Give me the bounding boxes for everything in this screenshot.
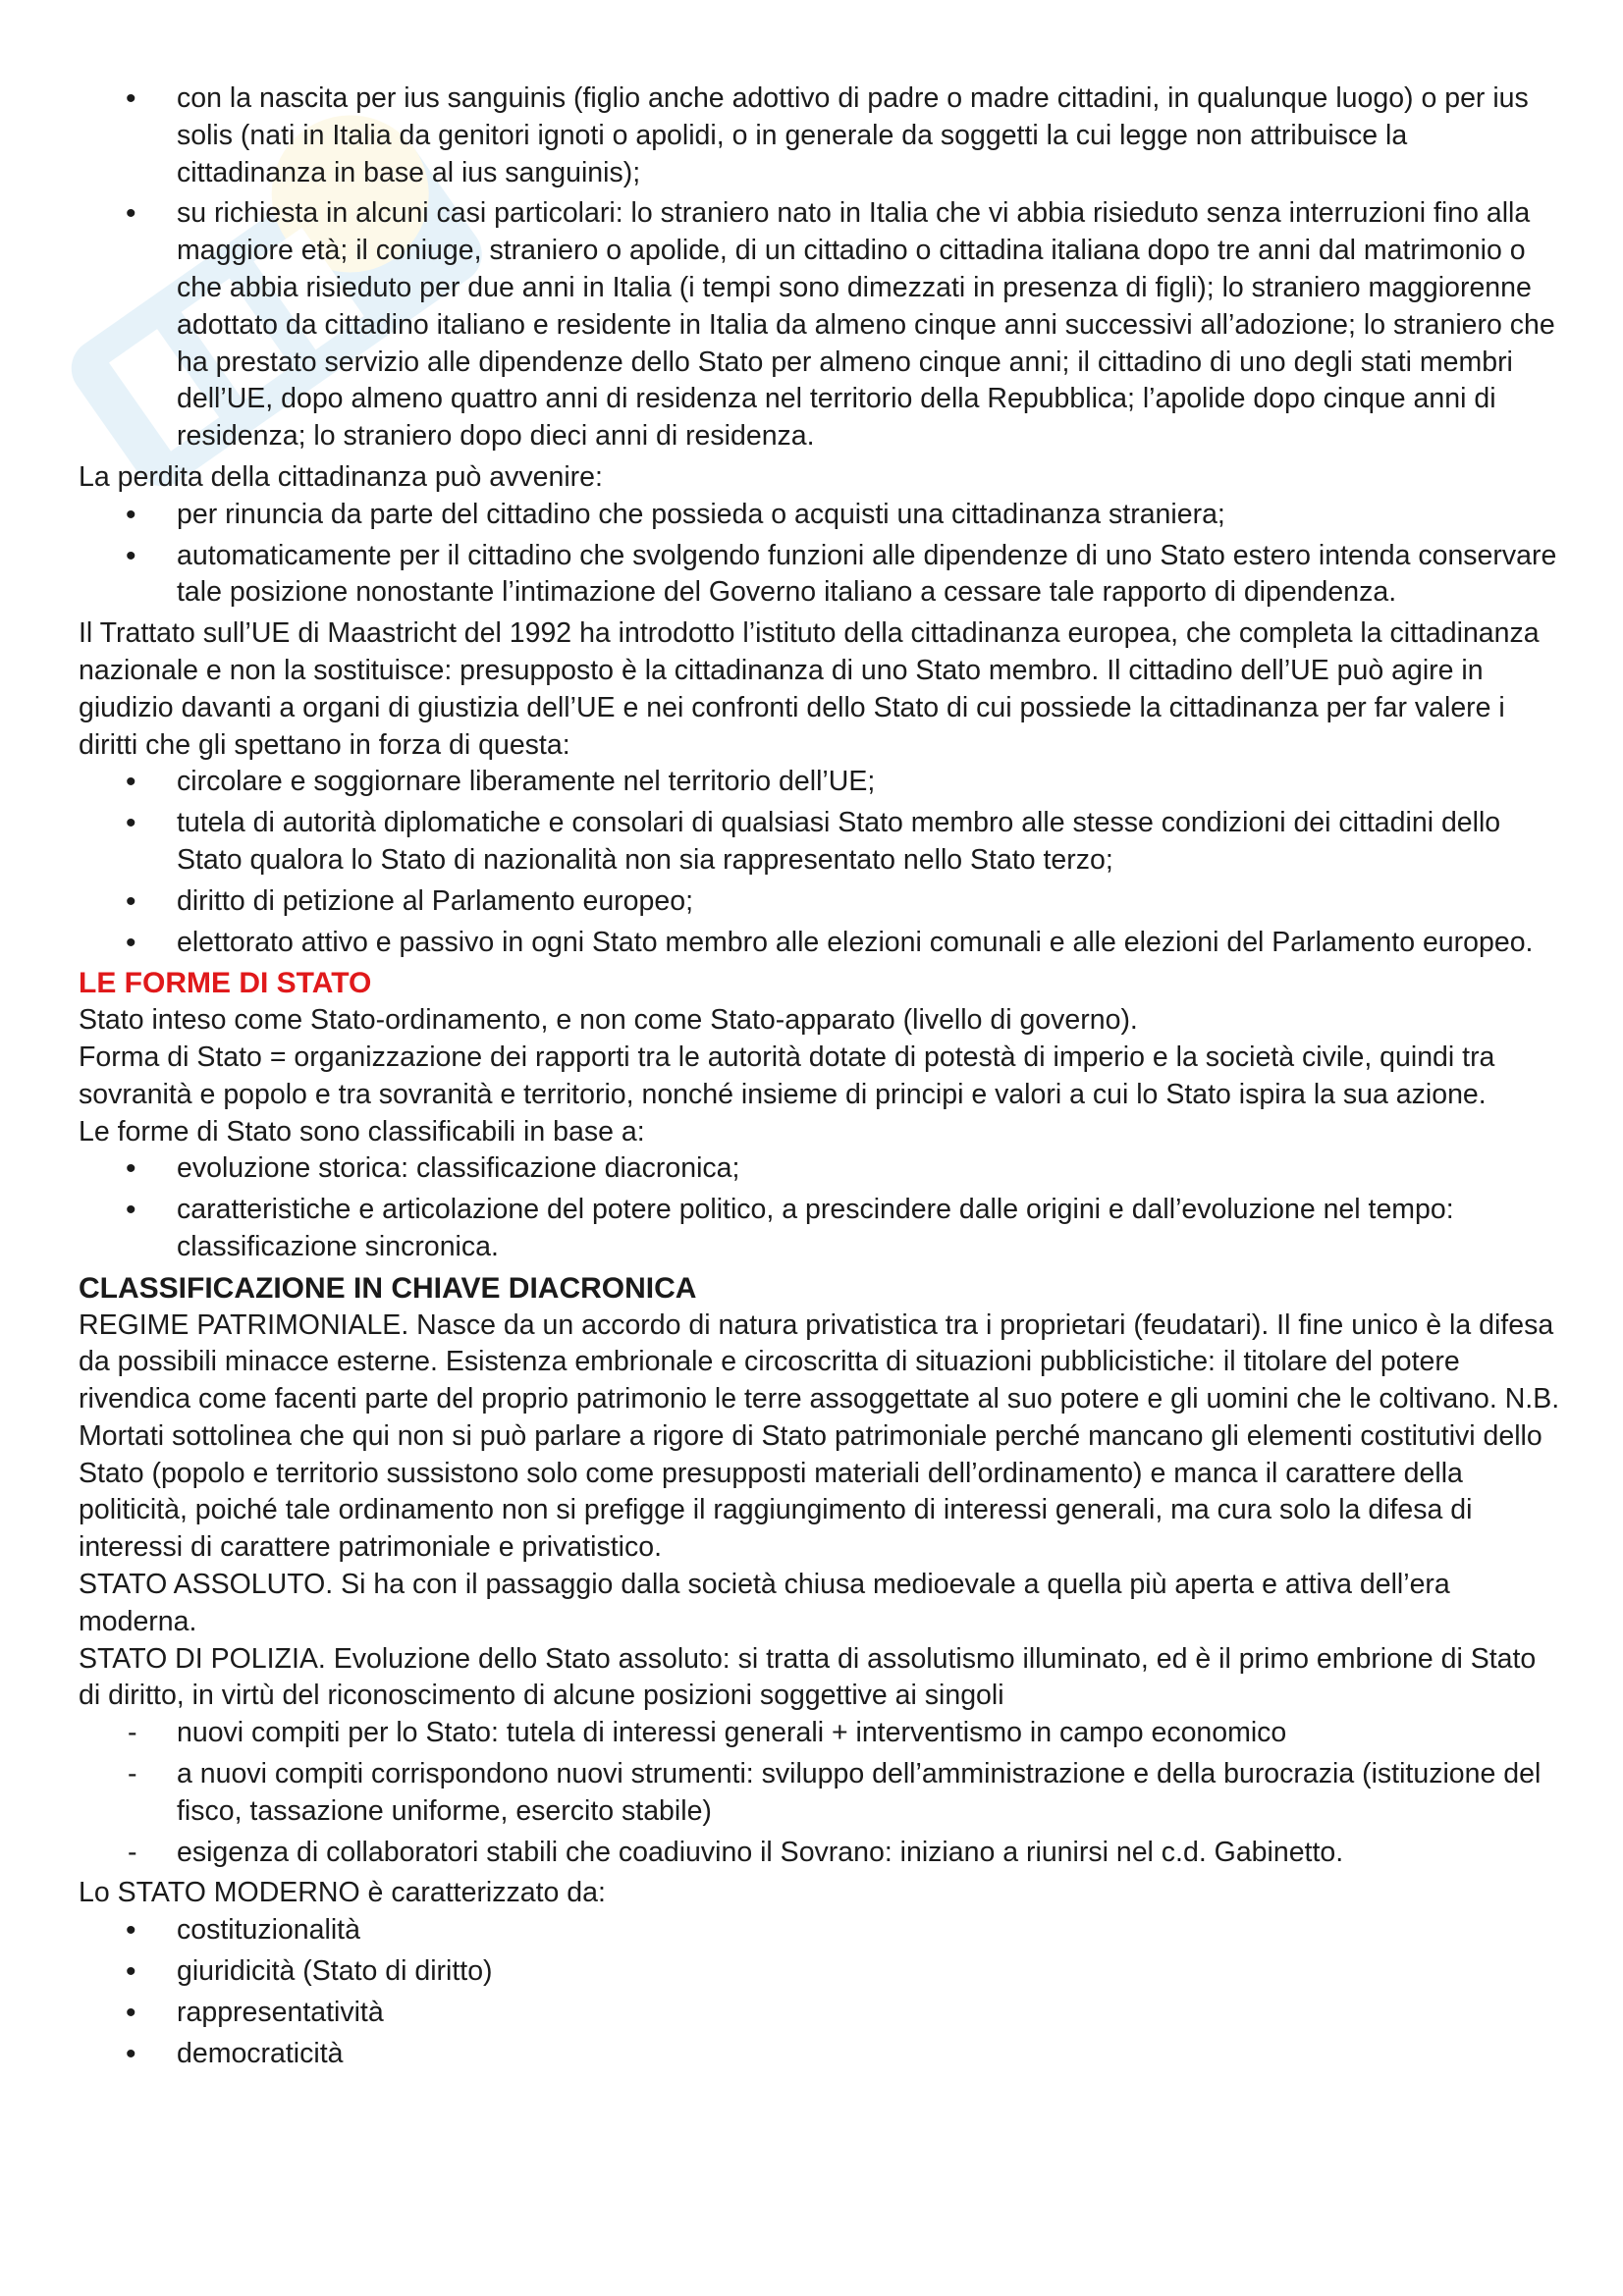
list-item: • caratteristiche e articolazione del potere politico, a prescindere dalle origini e dall’evoluzione nel tempo: classificazione sincronica. — [79, 1192, 1561, 1266]
list-item: • evoluzione storica: classificazione diacronica; — [79, 1150, 1561, 1188]
paragraph: La perdita della cittadinanza può avvenire: — [79, 460, 603, 493]
paragraph: Il Trattato sull’UE di Maastricht del 1992 ha introdotto l’istituto della cittadinanza europea, che completa la cittadinanza nazionale e non la sostituisce: presupposto è la cittadinanza di uno Stato membro. Il cittadino dell’UE può agire in giudizio davanti a organi di giustizia dell’UE e nei confronti dello Stato di cui possiede la cittadinanza per far valere i diritti che gli spettano in forza di questa: — [79, 617, 1540, 761]
paragraph: STATO ASSOLUTO. Si ha con il passaggio dalla società chiusa medioevale a quella più aperta e attiva dell’era moderna. — [79, 1569, 1450, 1637]
section-title: LE FORME DI STATO — [79, 967, 372, 1000]
list-item: - esigenza di collaboratori stabili che coadiuvino il Sovrano: iniziano a riunirsi nel c.d. Gabinetto. — [79, 1835, 1561, 1872]
paragraph: REGIME PATRIMONIALE. Nasce da un accordo di natura privatistica tra i proprietari (feudatari). Il fine unico è la difesa da possibili minacce esterne. Esistenza embrionale e circoscritta di situazioni pubblicistiche: il titolare del potere rivendica come facenti parte del proprio patrimonio le terre assoggettate al suo potere e gli uomini che le coltivano. N.B. Mortati sottolinea che qui non si può parlare a rigore di Stato patrimoniale perché mancano gli elementi costitutivi dello Stato (popolo e territorio sussistono solo come presupposti materiali dell’ordinamento) e manca il carattere della politicità, poiché tale ordinamento non si prefigge il raggiungimento di interessi generali, ma cura solo la difesa di interessi di carattere patrimoniale e privatistico. — [79, 1308, 1560, 1564]
list-item: • per rinuncia da parte del cittadino che possieda o acquisti una cittadinanza straniera; — [79, 497, 1561, 534]
acquisto-list — [79, 80, 1561, 455]
polizia-dash-list — [79, 1715, 1561, 1871]
paragraph: Le forme di Stato sono classificabili in base a: — [79, 1115, 645, 1148]
paragraph: Forma di Stato = organizzazione dei rapporti tra le autorità dotate di potestà di imperio e la società civile, quindi tra sovranità e popolo e tra sovranità e territorio, nonché insieme di principi e valori a cui lo Stato ispira la sua azione. — [79, 1041, 1495, 1110]
list-item: • su richiesta in alcuni casi particolari: lo straniero nato in Italia che vi abbia risieduto senza interruzioni fino alla maggiore età; il coniuge, straniero o apolide, di un cittadino o cittadina italiana dopo tre anni dal matrimonio o che abbia risieduto per due anni in Italia (i tempi sono dimezzati in presenza di figli); lo straniero maggiorenne adottato da cittadino italiano e residente in Italia da almeno cinque anni successivi all’adozione; lo straniero che ha prestato servizio alle dipendenze dello Stato per almeno cinque anni; il cittadino di uno degli stati membri dell’UE, dopo almeno quattro anni di residenza nel territorio della Repubblica; l’apolide dopo cinque anni di residenza; lo straniero dopo dieci anni di residenza. — [79, 195, 1561, 455]
list-item: • tutela di autorità diplomatiche e consolari di qualsiasi Stato membro alle stesse condizioni dei cittadini dello Stato qualora lo Stato di nazionalità non sia rappresentato nello Stato terzo; — [79, 805, 1561, 880]
list-item: • democraticità — [79, 2036, 1561, 2073]
diritti-list — [79, 764, 1561, 961]
list-item: • rappresentatività — [79, 1995, 1561, 2032]
classificazione-list — [79, 1150, 1561, 1265]
list-item: • elettorato attivo e passivo in ogni Stato membro alle elezioni comunali e alle elezioni del Parlamento europeo. — [79, 925, 1561, 962]
paragraph: STATO DI POLIZIA. Evoluzione dello Stato assoluto: si tratta di assolutismo illuminato, ed è il primo embrione di Stato di diritto, in virtù del riconoscimento di alcune posizioni soggettive ai singoli — [79, 1642, 1537, 1712]
list-item: - a nuovi compiti corrispondono nuovi strumenti: sviluppo dell’amministrazione e della burocrazia (istituzione del fisco, tassazione uniforme, esercito stabile) — [79, 1756, 1561, 1831]
subsection-title: CLASSIFICAZIONE IN CHIAVE DIACRONICA — [79, 1271, 697, 1305]
list-item: - nuovi compiti per lo Stato: tutela di interessi generali + interventismo in campo economico — [79, 1715, 1561, 1752]
perdita-list — [79, 497, 1561, 612]
list-item: • diritto di petizione al Parlamento europeo; — [79, 883, 1561, 921]
paragraph: Lo STATO MODERNO è caratterizzato da: — [79, 1877, 606, 1909]
stato-moderno-list — [79, 1912, 1561, 2072]
list-item: • costituzionalità — [79, 1912, 1561, 1949]
paragraph: Stato inteso come Stato-ordinamento, e non come Stato-apparato (livello di governo). — [79, 1004, 1138, 1037]
list-item: • con la nascita per ius sanguinis (figlio anche adottivo di padre o madre cittadini, in qualunque luogo) o per ius solis (nati in Italia da genitori ignoti o apolidi, o in generale da soggetti la cui legge non attribuisce la cittadinanza in base al ius sanguinis); — [79, 80, 1561, 191]
document-page — [79, 80, 1561, 2076]
list-item: • circolare e soggiornare liberamente nel territorio dell’UE; — [79, 764, 1561, 801]
list-item: • automaticamente per il cittadino che svolgendo funzioni alle dipendenze di uno Stato estero intenda conservare tale posizione nonostante l’intimazione del Governo italiano a cessare tale rapporto di dipendenza. — [79, 538, 1561, 613]
list-item: • giuridicità (Stato di diritto) — [79, 1953, 1561, 1991]
